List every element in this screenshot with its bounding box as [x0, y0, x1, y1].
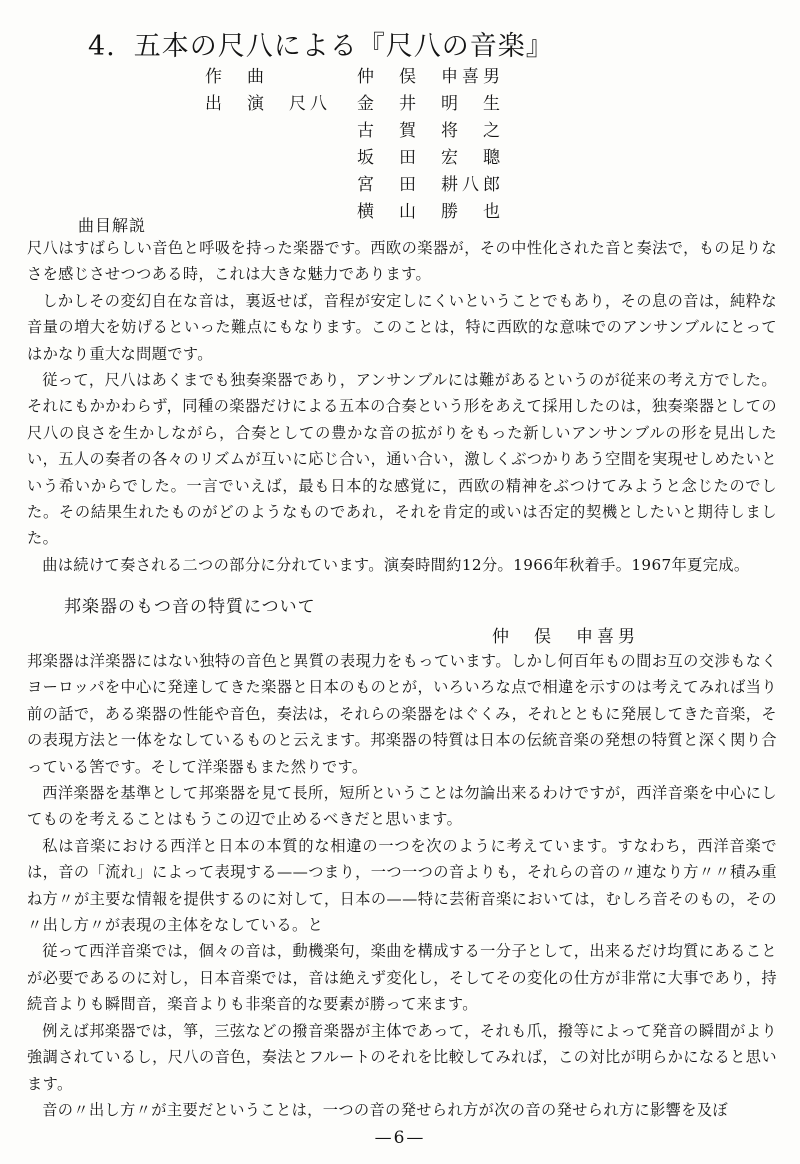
essay-body: [27, 648, 777, 1123]
paragraph: 音の〃出し方〃が主要だということは，一つの音の発せられ方が次の音の発せられ方に影響を及ぼ: [42, 1100, 729, 1119]
credit-row: [205, 172, 504, 199]
program-number: 4.: [88, 31, 116, 62]
program-notes-heading: 曲目解説: [78, 216, 147, 235]
credit-name: 横 山 勝 也: [357, 202, 504, 222]
credit-row: [205, 145, 504, 172]
essay-heading: 邦楽器のもつ音の特質について: [64, 597, 316, 617]
credit-role: 出 演 尺八: [205, 94, 331, 114]
credit-name: 宮 田 耕八郎: [357, 175, 504, 195]
paragraph: 尺八はすばらしい音色と呼吸を持った楽器です。西欧の楽器が，その中性化された音と奏法で，もの足りなさを感じさせつつある時，これは大きな魅力であります。: [27, 239, 777, 284]
credit-name: 金 井 明 生: [357, 94, 504, 114]
credit-row: [205, 64, 504, 91]
paragraph: 私は音楽における西洋と日本の本質的な相違の一つを次のように考えています。すなわち，西洋音楽では，音の「流れ」によって表現する——つまり，一つ一つの音よりも，それらの音の〃連なり方〃〃積み重ね方〃が主要な情報を提供するのに対して，日本の——特に芸術音楽においては，むしろ音そのもの，その〃出し方〃が表現の主体をなしている。と: [27, 836, 777, 935]
credit-role: 作 曲: [205, 67, 268, 87]
paragraph: 曲は続けて奏される二つの部分に分れています。演奏時間約12分。1966年秋着手。1967年夏完成。: [42, 555, 750, 574]
program-title-text: 五本の尺八による『尺八の音楽』: [133, 31, 554, 62]
credit-name: 古 賀 将 之: [357, 121, 504, 141]
credit-row: [205, 118, 504, 145]
program-title: [88, 24, 554, 63]
credit-role: [205, 199, 357, 226]
paragraph: 例えば邦楽器では，箏，三弦などの撥音楽器が主体であって，それも爪，撥等によって発音の瞬間がより強調されているし，尺八の音色，奏法とフルートのそれを比較してみれば，この対比が明らかになると思います。: [27, 1021, 777, 1093]
credit-row: [205, 91, 504, 118]
credit-name: 坂 田 宏 聰: [357, 148, 504, 168]
paragraph: 従って西洋音楽では，個々の音は，動機楽句，楽曲を構成する一分子として，出来るだけ均質にあることが必要であるのに対し，日本音楽では，音は絶えず変化し，そしてその変化の仕方が非常に大事であり，持続音よりも瞬間音，楽音よりも非楽音的な要素が勝って来ます。: [27, 942, 777, 1014]
credit-row: [205, 199, 504, 226]
credit-role: [205, 172, 357, 199]
page-number: —6—: [374, 1128, 426, 1148]
credit-role: [205, 145, 357, 172]
paragraph: 西洋楽器を基準として邦楽器を見て長所，短所ということは勿論出来るわけですが，西洋音楽を中心にしてものを考えることはもうこの辺で止めるべきだと思います。: [27, 784, 777, 829]
program-notes-body: [27, 235, 777, 578]
paragraph: しかしその変幻自在な音は，裏返せば，音程が安定しにくいということでもあり，その息の音は，純粋な音量の増大を妨げるといった難点にもなります。このことは，特に西欧的な意味でのアンサンブルにとってはかなり重大な問題です。: [27, 291, 777, 363]
credits-block: [205, 64, 504, 226]
paragraph: 邦楽器は洋楽器にはない独特の音色と異質の表現力をもっています。しかし何百年もの間お互の交渉もなくヨーロッパを中心に発達してきた楽器と日本のものとが，いろいろな点で相違を示すのは考えてみれば当り前の話で，ある楽器の性能や音色，奏法は，それらの楽器をはぐくみ，それとともに発展してきた音楽，その表現方法と一体をなしているものと云えます。邦楽器の特質は日本の伝統音楽の発想の特質と深く関り合っている筈です。そして洋楽器もまた然りです。: [27, 652, 777, 776]
credit-role: [205, 118, 357, 145]
paragraph: 従って，尺八はあくまでも独奏楽器であり，アンサンブルには難があるというのが従来の考え方でした。それにもかかわらず，同種の楽器だけによる五本の合奏という形をあえて採用したのは，独奏楽器としての尺八の良さを生かしながら，合奏としての豊かな音の拡がりをもった新しいアンサンブルの形を見出したい，五人の奏者の各々のリズムが互いに応じ合い，通い合い，激しくぶつかりあう空間を実現せしめたいという希いからでした。一言でいえば，最も日本的な感覚に，西欧の精神をぶつけてみようと念じたのでした。その結果生れたものがどのようなものであれ，それを肯定的或いは否定的契機としたいと期待しました。: [27, 371, 777, 548]
credit-name: 仲 俣 申喜男: [357, 67, 504, 87]
essay-author: 仲 俣 申喜男: [492, 627, 639, 647]
